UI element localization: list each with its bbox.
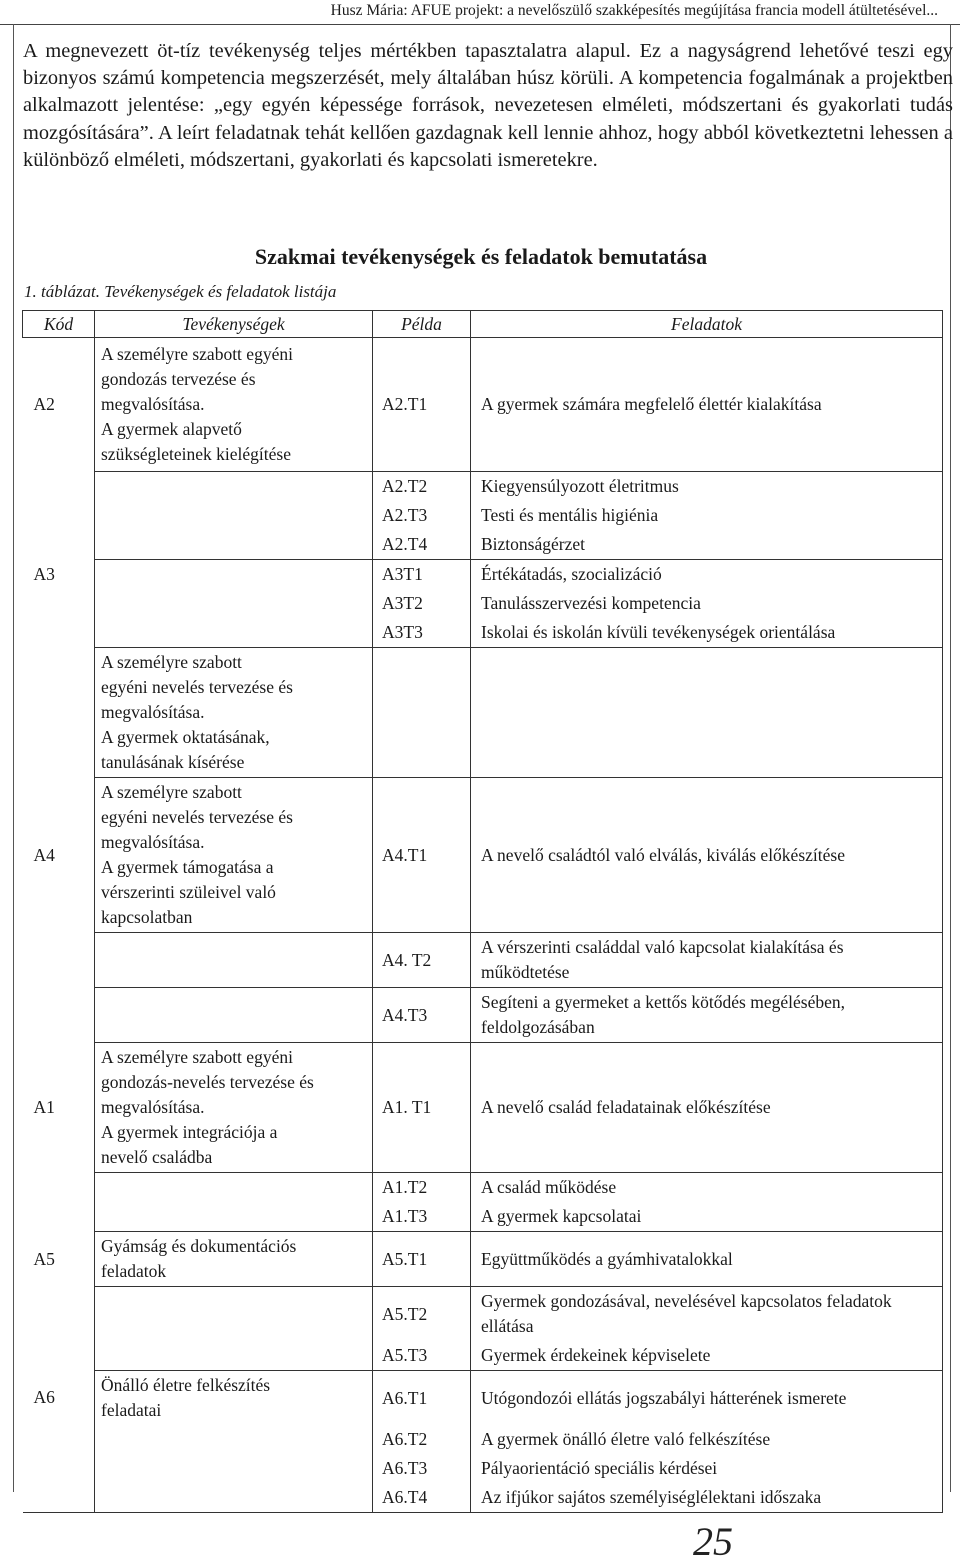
- row-example: A2.T2: [373, 472, 471, 502]
- row-example: A5.T3: [373, 1341, 471, 1371]
- row-example: A4.T1: [373, 778, 471, 933]
- table-row: [23, 560, 943, 590]
- row-task: Együttműködés a gyámhivatalokkal: [471, 1232, 943, 1287]
- row-example: A1. T1: [373, 1043, 471, 1173]
- table-row: [23, 1425, 943, 1454]
- row-task: Testi és mentális higiénia: [471, 501, 943, 530]
- row-task: Utógondozói ellátás jogszabályi hátterének ismerete: [471, 1371, 943, 1426]
- row-example: A3T3: [373, 618, 471, 648]
- row-task: Segíteni a gyermeket a kettős kötődés megélésében, feldolgozásában: [471, 988, 943, 1043]
- row-example: A2.T1: [373, 338, 471, 472]
- row-activity: [95, 472, 373, 502]
- row-activity: [95, 1173, 373, 1203]
- row-code: A5: [33, 1248, 55, 1269]
- row-task: Az ifjúkor sajátos személyiséglélektani időszaka: [471, 1483, 943, 1513]
- row-example: A6.T1: [373, 1371, 471, 1426]
- section-title: [0, 244, 960, 270]
- table-row: [23, 648, 943, 778]
- row-example: A3T1: [373, 560, 471, 590]
- intro-paragraph: A megnevezett öt-tíz tevékenység teljes mértékben tapasztalatra alapul. Ez a nagyságrend lehetővé teszi egy bizonyos számú kompetencia megszerzését, mely általában húsz körüli. A kompetencia fogalmának a projektben alkalmazott jelentése: „egy egyén képessége források, nevezetesen elméleti, módszertani és gyakorlati tudás mozgósítására”. A leírt feladatnak tehát kellően gazdagnak kell lennie ahhoz, hogy abból következtetni lehessen a különböző elméleti, módszertani, gyakorlati és kapcsolati ismeretekre.: [23, 40, 953, 171]
- row-activity: [95, 618, 373, 648]
- row-code: [23, 1483, 95, 1513]
- row-code: [23, 472, 95, 502]
- row-activity: A személyre szabott egyéni gondozás-nevelés tervezése és megvalósítása. A gyermek integrációja a nevelő családba: [95, 1043, 373, 1173]
- row-code: [23, 530, 95, 560]
- header-code: Kód: [23, 311, 95, 338]
- row-task: Gyermek érdekeinek képviselete: [471, 1341, 943, 1371]
- table-row: [23, 1371, 943, 1426]
- row-code: [23, 589, 95, 618]
- row-example: A2.T3: [373, 501, 471, 530]
- table-body: [23, 338, 943, 1513]
- table-row: [23, 501, 943, 530]
- table-row: [23, 1454, 943, 1483]
- table-header-row: [23, 311, 943, 338]
- table-row: [23, 988, 943, 1043]
- row-activity: Önálló életre felkészítés feladatai: [95, 1371, 373, 1426]
- table-row: [23, 1232, 943, 1287]
- table-row: [23, 1341, 943, 1371]
- row-code: A4: [33, 844, 55, 865]
- row-activity: [95, 1454, 373, 1483]
- table-row: [23, 1202, 943, 1232]
- row-activity: [95, 1425, 373, 1454]
- table-row: [23, 778, 943, 933]
- row-code: [23, 1425, 95, 1454]
- row-code: [23, 1173, 95, 1203]
- row-task: A nevelő család feladatainak előkészítése: [471, 1043, 943, 1173]
- row-task: A család működése: [471, 1173, 943, 1203]
- table-row: [23, 933, 943, 988]
- row-task: A gyermek önálló életre való felkészítése: [471, 1425, 943, 1454]
- row-activity: [95, 933, 373, 988]
- row-activity: Gyámság és dokumentációs feladatok: [95, 1232, 373, 1287]
- row-task: A nevelő családtól való elválás, kiválás előkészítése: [471, 778, 943, 933]
- row-example: A6.T3: [373, 1454, 471, 1483]
- row-task: Tanulásszervezési kompetencia: [471, 589, 943, 618]
- row-task: Biztonságérzet: [471, 530, 943, 560]
- section-title-text: Szakmai tevékenységek és feladatok bemutatása: [254, 244, 708, 269]
- row-code: [23, 1454, 95, 1483]
- row-code: [23, 648, 95, 778]
- row-code: [23, 501, 95, 530]
- table-row: [23, 589, 943, 618]
- row-code: A3: [33, 563, 55, 584]
- row-activity: [95, 1202, 373, 1232]
- row-activity: [95, 1287, 373, 1342]
- row-code: A6: [33, 1387, 55, 1408]
- row-example: A5.T2: [373, 1287, 471, 1342]
- row-activity: [95, 501, 373, 530]
- row-example: [373, 648, 471, 778]
- row-activity: A személyre szabott egyéni nevelés tervezése és megvalósítása. A gyermek oktatásának, tanulásának kísérése: [95, 648, 373, 778]
- table-row: [23, 1287, 943, 1342]
- row-example: A4. T2: [373, 933, 471, 988]
- row-task: Gyermek gondozásával, nevelésével kapcsolatos feladatok ellátása: [471, 1287, 943, 1342]
- header-example: Példa: [373, 311, 471, 338]
- header-rule: [0, 24, 960, 25]
- row-task: Pályaorientáció speciális kérdései: [471, 1454, 943, 1483]
- row-code: [23, 933, 95, 988]
- row-activity: [95, 1341, 373, 1371]
- row-activity: A személyre szabott egyéni gondozás tervezése és megvalósítása. A gyermek alapvető szükségleteinek kielégítése: [95, 338, 373, 472]
- row-activity: [95, 988, 373, 1043]
- row-activity: [95, 560, 373, 590]
- row-task: Kiegyensúlyozott életritmus: [471, 472, 943, 502]
- row-activity: [95, 589, 373, 618]
- row-activity: [95, 530, 373, 560]
- table-row: [23, 530, 943, 560]
- row-task: A gyermek kapcsolatai: [471, 1202, 943, 1232]
- row-task: A gyermek számára megfelelő élettér kialakítása: [471, 338, 943, 472]
- row-code: [23, 988, 95, 1043]
- row-example: A5.T1: [373, 1232, 471, 1287]
- row-example: A1.T3: [373, 1202, 471, 1232]
- row-code: A2: [33, 394, 55, 415]
- table-row: [23, 338, 943, 472]
- row-activity: A személyre szabott egyéni nevelés tervezése és megvalósítása. A gyermek támogatása a vérszerinti szüleivel való kapcsolatban: [95, 778, 373, 933]
- row-code: [23, 1287, 95, 1342]
- table-row: [23, 472, 943, 502]
- running-head-text: Husz Mária: AFUE projekt: a nevelőszülő szakképesítés megújítása francia modell átültetésével...: [330, 2, 938, 19]
- header-tasks: Feladatok: [471, 311, 943, 338]
- table-row: [23, 618, 943, 648]
- row-code: A1: [33, 1097, 55, 1117]
- table-row: [23, 1173, 943, 1203]
- row-task: [471, 648, 943, 778]
- row-activity: [95, 1483, 373, 1513]
- activities-table: [22, 310, 943, 1513]
- table-row: [23, 1043, 943, 1173]
- table-row: [23, 1483, 943, 1513]
- row-task: A vérszerinti családdal való kapcsolat kialakítása és működtetése: [471, 933, 943, 988]
- row-task: Értékátadás, szocializáció: [471, 560, 943, 590]
- running-head: [0, 0, 960, 28]
- row-task: Iskolai és iskolán kívüli tevékenységek orientálása: [471, 618, 943, 648]
- row-example: A4.T3: [373, 988, 471, 1043]
- row-example: A3T2: [373, 589, 471, 618]
- row-code: [23, 618, 95, 648]
- table-caption: 1. táblázat. Tevékenységek és feladatok listája: [24, 282, 337, 301]
- header-activities: Tevékenységek: [95, 311, 373, 338]
- row-example: A1.T2: [373, 1173, 471, 1203]
- row-example: A6.T2: [373, 1425, 471, 1454]
- row-code: [23, 1202, 95, 1232]
- row-example: A6.T4: [373, 1483, 471, 1513]
- page-number: 25: [693, 1519, 733, 1564]
- row-example: A2.T4: [373, 530, 471, 560]
- row-code: [23, 1341, 95, 1371]
